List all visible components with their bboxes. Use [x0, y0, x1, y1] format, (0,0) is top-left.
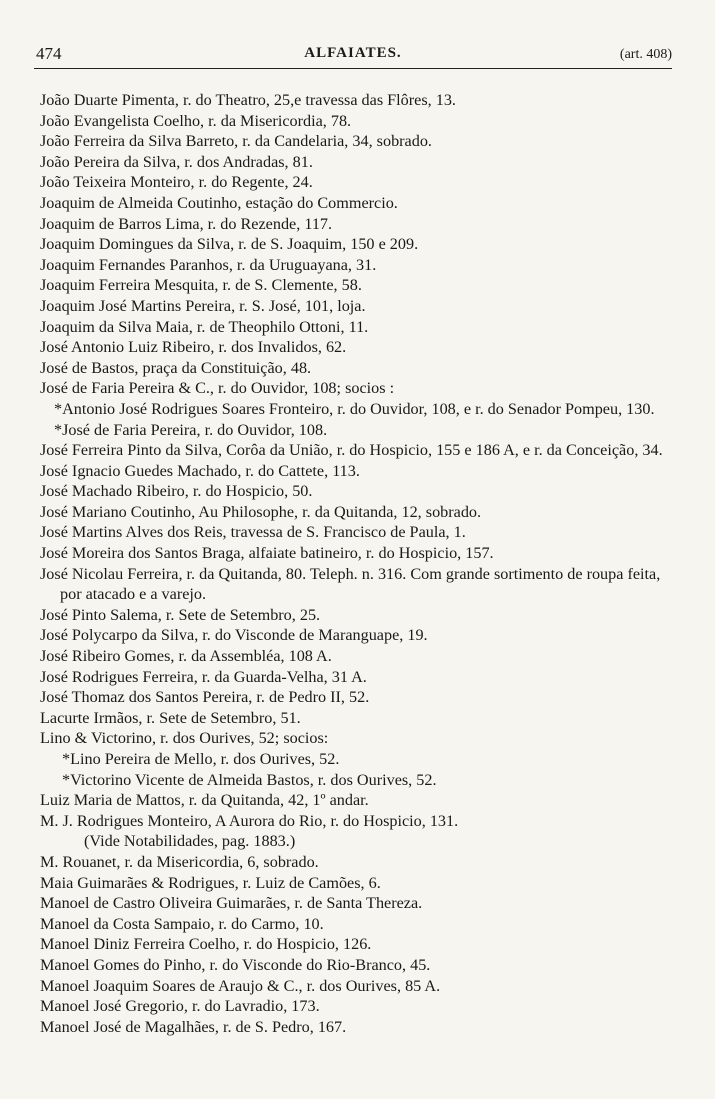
entry-jose-nicolau-ferreira: José Nicolau Ferreira, r. da Quitanda, 80. Teleph. n. 316. Com grande sortimento de roupa feita, por atacado e a varejo. — [40, 564, 661, 604]
entry-lacurte-irmaos: Lacurte Irmãos, r. Sete de Setembro, 51. — [40, 708, 301, 727]
entry-jose-pinto-salema: José Pinto Salema, r. Sete de Setembro, 25. — [40, 605, 321, 624]
entry-manoel-jose-gregorio: Manoel José Gregorio, r. do Lavradio, 173. — [40, 997, 320, 1016]
entry-joaquim-de-barros-lima: Joaquim de Barros Lima, r. do Rezende, 117. — [40, 214, 333, 233]
entry-luiz-maria-de-mattos: Luiz Maria de Mattos, r. da Quitanda, 42, 1º andar. — [40, 791, 369, 810]
tailor-list — [40, 90, 680, 1037]
entry-manoel-da-costa-sampaio: Manoel da Costa Sampaio, r. do Carmo, 10. — [40, 914, 324, 933]
entry-m-j-rodrigues-monteiro: M. J. Rodrigues Monteiro, A Aurora do Rio, r. do Hospicio, 131. — [40, 811, 459, 830]
entry-jose-martins-alves-dos-reis: José Martins Alves dos Reis, travessa de S. Francisco de Paula, 1. — [40, 523, 466, 542]
entry-jose-antonio-luiz-ribeiro: José Antonio Luiz Ribeiro, r. dos Invalidos, 62. — [40, 338, 347, 357]
entry-jose-de-bastos: José de Bastos, praça da Constituição, 48. — [40, 358, 312, 377]
entry-socio-lino-pereira-de-mello: *Lino Pereira de Mello, r. dos Ourives, 52. — [62, 750, 340, 768]
entry-jose-ribeiro-gomes: José Ribeiro Gomes, r. da Assembléa, 108 A. — [40, 647, 332, 666]
entry-m-rouanet: M. Rouanet, r. da Misericordia, 6, sobrado. — [40, 852, 319, 871]
entry-note-notabilidades: (Vide Notabilidades, pag. 1883.) — [84, 832, 296, 851]
entry-jose-mariano-coutinho: José Mariano Coutinho, Au Philosophe, r. da Quitanda, 12, sobrado. — [40, 502, 482, 521]
entry-manoel-gomes-do-pinho: Manoel Gomes do Pinho, r. do Visconde do Rio-Branco, 45. — [40, 955, 431, 974]
entry-manoel-de-castro-oliveira: Manoel de Castro Oliveira Guimarães, r. de Santa Thereza. — [40, 894, 423, 913]
entry-socio-antonio-jose-rodrigues: *Antonio José Rodrigues Soares Fronteiro, r. do Ouvidor, 108, e r. do Senador Pompeu, 130. — [54, 399, 655, 418]
entry-jose-polycarpo-da-silva: José Polycarpo da Silva, r. do Visconde de Maranguape, 19. — [40, 626, 428, 645]
article-reference: (art. 408) — [619, 47, 672, 62]
entry-lino-e-victorino: Lino & Victorino, r. dos Ourives, 52; socios: — [40, 729, 329, 748]
entry-manoel-joaquim-soares-de-araujo: Manoel Joaquim Soares de Araujo & C., r. dos Ourives, 85 A. — [40, 976, 441, 995]
entry-manoel-diniz-ferreira-coelho: Manoel Diniz Ferreira Coelho, r. do Hospicio, 126. — [40, 935, 372, 954]
entry-joao-duarte-pimenta: João Duarte Pimenta, r. do Theatro, 25,e travessa das Flôres, 13. — [40, 91, 456, 109]
page-number: 474 — [36, 44, 62, 63]
section-title: ALFAIATES. — [304, 45, 402, 61]
entry-joaquim-da-silva-maia: Joaquim da Silva Maia, r. de Theophilo Ottoni, 11. — [40, 317, 369, 336]
entry-joao-ferreira-da-silva-barreto: João Ferreira da Silva Barreto, r. da Candelaria, 34, sobrado. — [40, 132, 432, 151]
entry-joaquim-de-almeida-coutinho: Joaquim de Almeida Coutinho, estação do Commercio. — [40, 193, 398, 212]
entry-jose-moreira-dos-santos-braga: José Moreira dos Santos Braga, alfaiate batineiro, r. do Hospicio, 157. — [40, 544, 494, 563]
entry-manoel-jose-de-magalhaes: Manoel José de Magalhães, r. de S. Pedro, 167. — [40, 1017, 347, 1036]
entry-socio-victorino-vicente: *Victorino Vicente de Almeida Bastos, r. dos Ourives, 52. — [62, 770, 437, 789]
entry-jose-rodrigues-ferreira: José Rodrigues Ferreira, r. da Guarda-Velha, 31 A. — [40, 667, 367, 686]
entry-jose-ignacio-guedes-machado: José Ignacio Guedes Machado, r. do Cattete, 113. — [40, 461, 360, 480]
entry-joao-pereira-da-silva: João Pereira da Silva, r. dos Andradas, 81. — [40, 152, 313, 171]
entry-joaquim-jose-martins-pereira: Joaquim José Martins Pereira, r. S. José, 101, loja. — [40, 296, 366, 315]
entry-joaquim-ferreira-mesquita: Joaquim Ferreira Mesquita, r. de S. Clemente, 58. — [40, 276, 362, 295]
page-header — [34, 40, 672, 69]
entry-jose-machado-ribeiro: José Machado Ribeiro, r. do Hospicio, 50. — [40, 482, 313, 501]
entry-joaquim-domingues-da-silva: Joaquim Domingues da Silva, r. de S. Joaquim, 150 e 209. — [40, 235, 419, 254]
entry-joao-teixeira-monteiro: João Teixeira Monteiro, r. do Regente, 24. — [40, 173, 313, 192]
entry-jose-ferreira-pinto-da-silva: José Ferreira Pinto da Silva, Corôa da União, r. do Hospicio, 155 e 186 A, e r. da Conceição, 34. — [40, 441, 663, 460]
entry-joao-evangelista-coelho: João Evangelista Coelho, r. da Misericordia, 78. — [40, 111, 352, 130]
entry-joaquim-fernandes-paranhos: Joaquim Fernandes Paranhos, r. da Uruguayana, 31. — [40, 255, 377, 274]
entry-socio-jose-de-faria-pereira: *José de Faria Pereira, r. do Ouvidor, 108. — [54, 420, 328, 439]
entry-jose-de-faria-pereira-e-c: José de Faria Pereira & C., r. do Ouvidor, 108; socios : — [40, 379, 395, 398]
entry-jose-thomaz-dos-santos-pereira: José Thomaz dos Santos Pereira, r. de Pedro II, 52. — [40, 688, 370, 707]
entry-maia-guimaraes-e-rodrigues: Maia Guimarães & Rodrigues, r. Luiz de Camões, 6. — [40, 873, 381, 892]
